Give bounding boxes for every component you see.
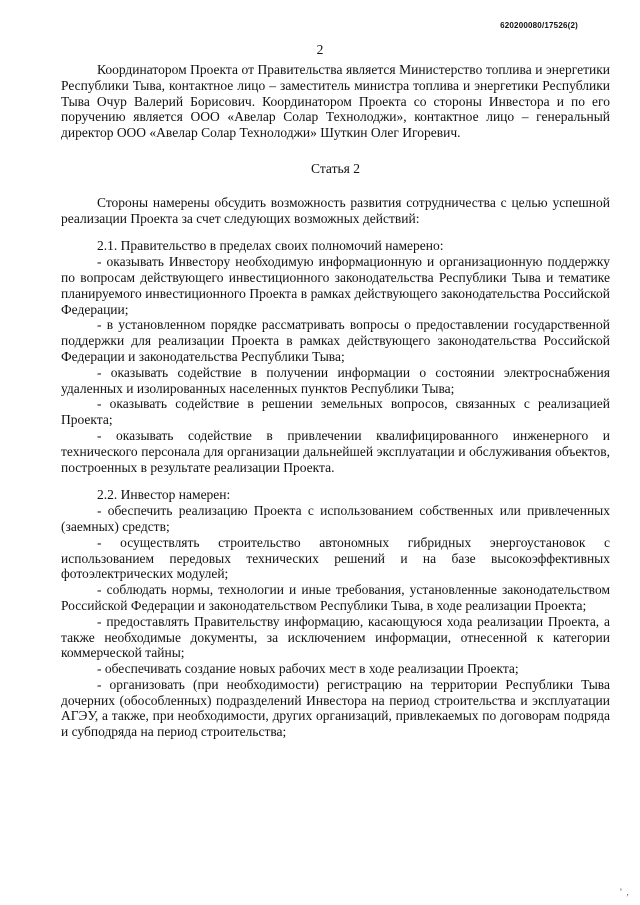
paragraph-coordinators: Координатором Проекта от Правительства является Министерство топлива и энергетики Республики Тыва, контактное лицо – заместитель министра топлива и энергетики Республики Тыва Очур Валерий Борисович. Координатором Проекта со стороны Инвестора и по его поручению является ООО «Авелар Солар Технолоджи», контактное лицо – генеральный директор ООО «Авелар Солар Технолоджи» Шуткин Олег Игоревич. xyxy=(61,62,610,141)
list-item: - оказывать содействие в получении информации о состоянии электроснабжения удаленных и изолированных населенных пунктов Республики Тыва; xyxy=(61,364,610,396)
list-item: - оказывать содействие в привлечении квалифицированного инженерного и технического персонала для организации дальнейшей эксплуатации и обслуживания объектов, построенных в результате реализации Проекта. xyxy=(61,427,610,475)
list-item: - в установленном порядке рассматривать вопросы о предоставлении государственной поддержки для реализации Проекта в рамках действующего законодательства Российской Федерации и законодательства Республики Тыва; xyxy=(61,317,610,364)
list-item: - организовать (при необходимости) регистрацию на территории Республики Тыва дочерних (обособленных) подразделений Инвестора на период строительства и эксплуатации АГЭУ, а также, при необходимости, других организаций, привлекаемых по договорам подряда и субподряда на период строительства; xyxy=(61,676,610,740)
list-item: - обеспечивать создание новых рабочих мест в ходе реализации Проекта; xyxy=(97,661,519,677)
section-2-1-title: 2.1. Правительство в пределах своих полномочий намерено: xyxy=(97,238,444,254)
list-item: - предоставлять Правительству информацию, касающуюся хода реализации Проекта, а также необходимые документы, за исключением информации, отнесенной к категории коммерческой тайны; xyxy=(61,613,610,661)
document-id: 620200080/17526(2) xyxy=(500,21,578,30)
list-item: - обеспечить реализацию Проекта с использованием собственных или привлеченных (заемных) средств; xyxy=(61,503,610,534)
page-number: 2 xyxy=(316,42,324,57)
list-item: - соблюдать нормы, технологии и иные требования, установленные законодательством Российской Федерации и законодательством Республики Тыва, в ходе реализации Проекта; xyxy=(61,582,610,613)
list-item: - оказывать Инвестору необходимую информационную и организационную поддержку по вопросам действующего инвестиционного законодательства Республики Тыва и тематике планируемого инвестиционного Проекта в рамках действующего законодательства Российской Федерации; xyxy=(61,254,610,317)
article-heading: Статья 2 xyxy=(311,160,360,176)
list-item: - оказывать содействие в решении земельных вопросов, связанных с реализацией Проекта; xyxy=(61,396,610,428)
section-2-2-title: 2.2. Инвестор намерен: xyxy=(97,487,231,503)
scan-marks: ’ ‚ xyxy=(619,887,630,897)
paragraph-intro: Стороны намерены обсудить возможность развития сотрудничества с целью успешной реализации Проекта за счет следующих возможных действий: xyxy=(61,194,610,226)
document-body xyxy=(61,62,610,740)
list-item: - осуществлять строительство автономных гибридных энергоустановок с использованием передовых технических решений и на базе высокоэффективных фотоэлектрических модулей; xyxy=(61,534,610,582)
